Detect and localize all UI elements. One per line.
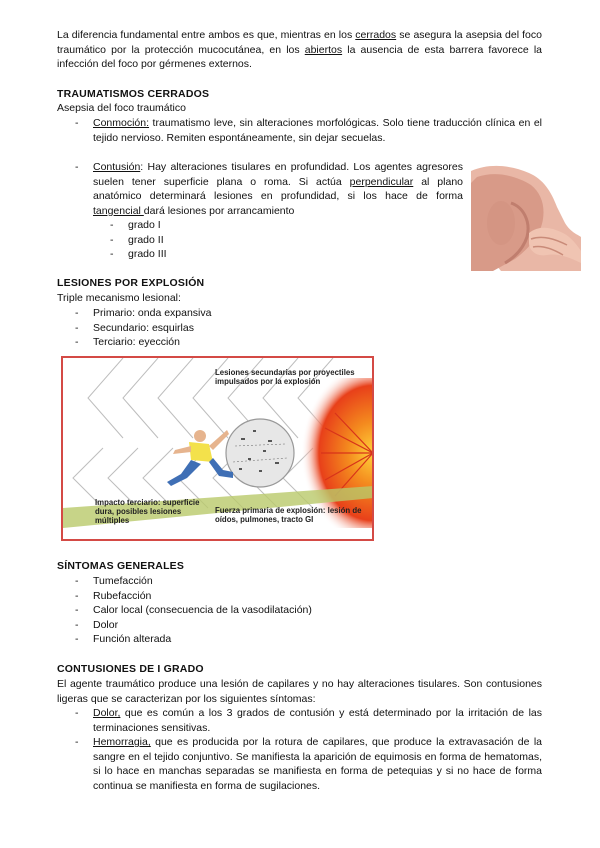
tertiary-impact-caption: Impacto terciario: superficie dura, posibles lesiones múltiples — [95, 498, 200, 525]
mechanism-item: - Secundario: esquirlas — [75, 321, 542, 336]
sintoma-item: - Tumefacción — [75, 574, 542, 589]
intro-text-3: la ausencia de esta barrera favorece la infección del foco por gérmenes externos. — [57, 43, 542, 71]
tangencial-term: tangencial — [93, 204, 144, 217]
contusion-list — [75, 160, 463, 218]
conmocion-label: Conmoción: — [93, 117, 150, 129]
sintoma-item: - Rubefacción — [75, 589, 542, 604]
sintomas-list — [75, 574, 542, 647]
contusion-text-1: : Hay alteraciones tisulares en profundidad. Los agentes agresores suelen tener superficie plana o roma. Si actúa — [93, 161, 463, 188]
dolor-text: que es común a los 3 grados de contusión y está determinado por la irritación de las terminaciones sensitivas. — [93, 707, 542, 734]
hemorragia-item — [75, 735, 542, 793]
conmocion-text: traumatismo leve, sin alteraciones morfológicas. Solo tiene traducción clínica en el tejido nervioso. Remiten espontáneamente, sin dejar secuelas. — [93, 117, 542, 144]
sintoma-item: - Calor local (consecuencia de la vasodilatación) — [75, 603, 542, 618]
intro-paragraph — [57, 28, 542, 72]
perpendicular-term: perpendicular — [349, 175, 414, 188]
grado1-symptoms-list — [75, 706, 542, 794]
mechanism-item: - Terciario: eyección — [75, 335, 542, 350]
contusion-text-3: dará lesiones por arrancamiento — [143, 204, 295, 217]
cerrados-term: cerrados — [355, 29, 397, 41]
explosion-figure — [61, 356, 374, 541]
contusion-text-2: al plano anatómico determinará lesiones en profundidad, si los hace de forma — [93, 175, 464, 203]
grado-item: - grado I — [110, 218, 310, 233]
hemorragia-text: que es producida por la rotura de capilares, que produce la extravasación de la sangre en el tejido conjuntivo. Se manifiesta la aparición de equimosis en forma de hematomas, si lo hace en manchas separadas se manifiesta en forma de petequias y si no hace de forma continua se manifiesta en forma de sugilaciones. — [93, 736, 542, 792]
dolor-item — [75, 706, 542, 735]
dolor-label: Dolor, — [93, 707, 121, 719]
abiertos-term: abiertos — [304, 43, 343, 56]
primary-force-caption: Fuerza primaria de explosión: lesión de oídos, pulmones, tracto GI — [215, 506, 362, 524]
contusion-label: Contusión — [93, 161, 141, 173]
sintoma-item: - Dolor — [75, 618, 542, 633]
conmocion-item — [75, 116, 542, 145]
cerrados-subtitle: Asepsia del foco traumático — [57, 102, 186, 114]
grados-list — [110, 218, 310, 262]
hand-contusion-photo — [471, 163, 581, 271]
grado-item: - grado II — [110, 233, 310, 248]
grado1-heading: CONTUSIONES DE I GRADO — [57, 663, 204, 675]
intro-text-1: La diferencia fundamental entre ambos es que, mientras en los — [57, 29, 356, 41]
contusion-item — [75, 160, 463, 218]
cerrados-heading: TRAUMATISMOS CERRADOS — [57, 88, 210, 100]
explosion-heading: LESIONES POR EXPLOSIÓN — [57, 277, 205, 289]
explosion-mechanism-list — [75, 306, 542, 350]
secondary-lesion-caption: Lesiones secundarias por proyectiles impulsados por la explosión — [215, 368, 355, 386]
sintoma-item: - Función alterada — [75, 632, 542, 647]
person-figure — [167, 430, 233, 486]
intro-text-2: se asegura la asepsia del foco traumático por la protección mucocutánea, en los — [57, 29, 542, 56]
hand-illustration — [471, 163, 581, 271]
mechanism-item: - Primario: onda expansiva — [75, 306, 542, 321]
conmocion-list — [75, 116, 542, 145]
hemorragia-label: Hemorragia, — [93, 736, 151, 749]
grado-item: - grado III — [110, 247, 310, 262]
explosion-subtitle: Triple mecanismo lesional: — [57, 292, 181, 304]
grado1-intro: El agente traumático produce una lesión de capilares y no hay alteraciones tisulares. Son contusiones ligeras que se caracterizan por los siguientes síntomas: — [57, 678, 542, 705]
sintomas-heading: SÍNTOMAS GENERALES — [57, 560, 185, 572]
